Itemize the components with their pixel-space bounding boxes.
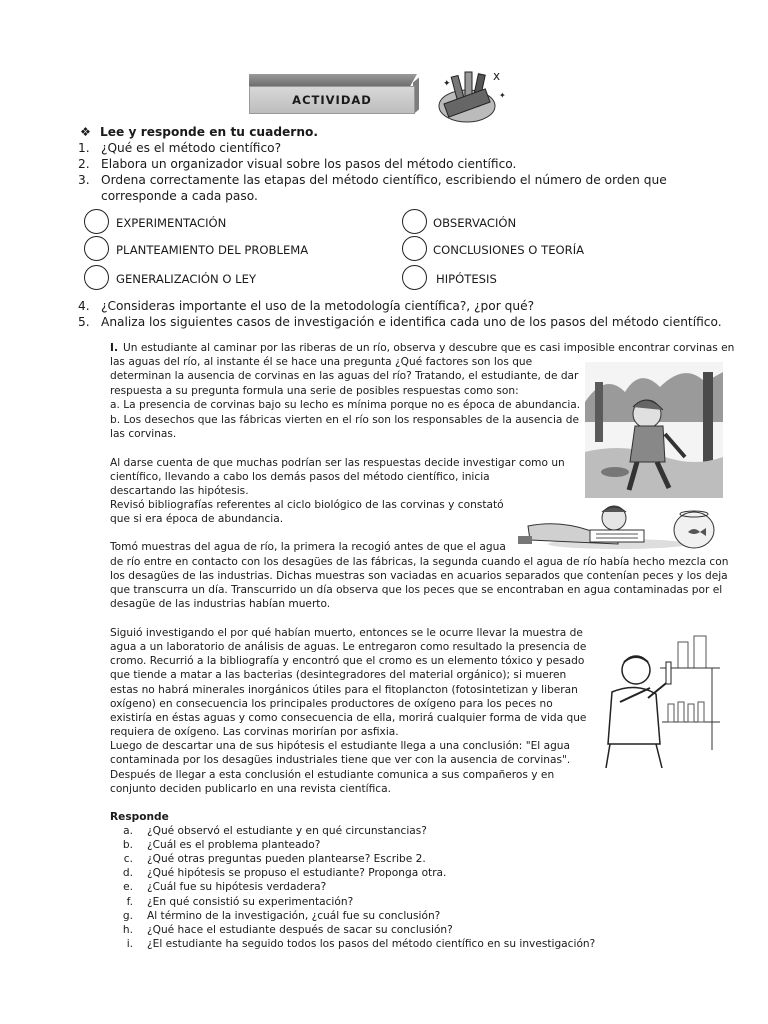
story-line: estas no habrá minerales inorgánicos útiles para el fitoplancton (fotosintetizan y liberan <box>110 684 578 696</box>
responde-title: Responde <box>110 811 169 823</box>
story-line: Un estudiante al caminar por las riberas de un río, observa y descubre que es casi imposible encontrar corvinas en <box>123 342 735 354</box>
story-line: contaminada por los desagües industriales tiene que ver con la ausencia de corvinas". <box>110 754 571 766</box>
question-2-text: Elabora un organizador visual sobre los pasos del método científico. <box>101 157 517 171</box>
option-label: OBSERVACIÓN <box>433 216 517 230</box>
pencils-clipart-icon <box>437 66 515 124</box>
story-line: a. La presencia de corvinas bajo su lecho es mínima porque no es época de abundancia. <box>110 399 581 411</box>
scientist-with-test-tube-illustration <box>590 632 722 770</box>
question-3-number: 3. <box>78 173 90 187</box>
svg-text:✦: ✦ <box>443 79 451 89</box>
responde-letter: h. <box>122 924 133 936</box>
responde-question: ¿Cuál fue su hipótesis verdadera? <box>147 881 327 893</box>
question-1-number: 1. <box>78 141 90 155</box>
option-label: EXPERIMENTACIÓN <box>116 216 227 230</box>
option-circle[interactable] <box>402 209 427 234</box>
responde-question: ¿Qué hace el estudiante después de sacar su conclusión? <box>147 924 453 936</box>
story-line: Siguió investigando el por qué habían muerto, entonces se le ocurre llevar la muestra de <box>110 627 583 639</box>
story-line: conjunto deciden publicarlo en una revista científica. <box>110 783 391 795</box>
story-line: existiría en éstas aguas y como consecuencia de ella, morirá cualquier forma de vida que <box>110 712 587 724</box>
option-label: CONCLUSIONES O TEORÍA <box>433 243 585 257</box>
responde-letter: f. <box>126 896 133 908</box>
story-line: de río entre en contacto con los desagües de las fábricas, la segunda cuando el agua de río había hecho mezcla con <box>110 556 729 568</box>
question-5-text: Analiza los siguientes casos de investigación e identifica cada uno de los pasos del método científico. <box>101 315 722 329</box>
story-line: determinan la ausencia de corvinas en las aguas del río? Tratando, el estudiante, de dar <box>110 370 579 382</box>
story-line: agua a un laboratorio de análisis de aguas. Le entregaron como resultado la presencia de <box>110 641 587 653</box>
activity-title: ACTIVIDAD <box>249 86 415 114</box>
story-line: oxígeno) en consecuencia los principales productores de oxígeno para los peces no <box>110 698 553 710</box>
option-label: GENERALIZACIÓN O LEY <box>116 272 257 286</box>
responde-letter: a. <box>123 825 133 837</box>
option-circle[interactable] <box>84 236 109 261</box>
story-line: que transcurra un día. Transcurrido un día observa que los peces que se encontraban en agua contaminadas por el <box>110 584 723 596</box>
question-3-text-cont: corresponde a cada paso. <box>101 189 258 203</box>
responde-letter: e. <box>123 881 133 893</box>
story-roman-numeral: I. <box>110 342 118 354</box>
question-3-text: Ordena correctamente las etapas del método científico, escribiendo el número de orden que <box>101 173 667 187</box>
responde-question: ¿Qué otras preguntas pueden plantearse? Escribe 2. <box>147 853 426 865</box>
question-4-number: 4. <box>78 299 90 313</box>
responde-letter: c. <box>123 853 133 865</box>
story-line: Tomó muestras del agua de río, la primera la recogió antes de que el agua <box>110 541 506 553</box>
responde-letter: d. <box>122 867 133 879</box>
option-circle[interactable] <box>402 265 427 290</box>
question-1-text: ¿Qué es el método científico? <box>101 141 282 155</box>
story-line: científico, llevando a cabo los demás pasos del método científico, inicia <box>110 471 490 483</box>
story-line: las aguas del río, al instante él se hace una pregunta ¿Qué factores son los que <box>110 356 533 368</box>
instruction-bullet: ❖ <box>80 125 91 139</box>
story-line: cromo. Recurrió a la bibliografía y encontró que el cromo es un elemento tóxico y pesado <box>110 655 585 667</box>
option-label: HIPÓTESIS <box>436 272 497 286</box>
svg-text:✦: ✦ <box>499 91 506 100</box>
responde-question: ¿En qué consistió su experimentación? <box>147 896 354 908</box>
story-line: Revisó bibliografías referentes al ciclo biológico de las corvinas y constató <box>110 499 504 511</box>
story-line: Después de llegar a esta conclusión el estudiante comunica a sus compañeros y en <box>110 769 555 781</box>
instruction-text: Lee y responde en tu cuaderno. <box>100 125 319 139</box>
boy-at-river-illustration <box>585 362 723 498</box>
header-top-bevel <box>249 74 417 86</box>
story-line: b. Los desechos que las fábricas vierten en el río son los responsables de la ausencia de <box>110 414 580 426</box>
story-line: Luego de descartar una de sus hipótesis el estudiante llega a una conclusión: "El agua <box>110 740 571 752</box>
story-line: desagüe de las industrias habían muerto. <box>110 598 331 610</box>
option-circle[interactable] <box>402 236 427 261</box>
responde-letter: g. <box>122 910 133 922</box>
responde-question: ¿El estudiante ha seguido todos los pasos del método científico en su investigación? <box>147 938 596 950</box>
story-line: las corvinas. <box>110 428 177 440</box>
responde-letter: b. <box>122 839 133 851</box>
question-4-text: ¿Consideras importante el uso de la metodología científica?, ¿por qué? <box>101 299 535 313</box>
responde-question: Al término de la investigación, ¿cuál fue su conclusión? <box>147 910 441 922</box>
story-line: Al darse cuenta de que muchas podrían ser las respuestas decide investigar como un <box>110 457 565 469</box>
question-5-number: 5. <box>78 315 90 329</box>
story-line: que si era época de abundancia. <box>110 513 284 525</box>
option-circle[interactable] <box>84 209 109 234</box>
option-circle[interactable] <box>84 265 109 290</box>
activity-header <box>249 74 417 112</box>
question-2-number: 2. <box>78 157 90 171</box>
story-line: descartando las hipótesis. <box>110 485 249 497</box>
svg-text:x: x <box>493 69 501 83</box>
story-line: requiera de oxígeno. Las corvinas morirían por asfixia. <box>110 726 399 738</box>
option-label: PLANTEAMIENTO DEL PROBLEMA <box>116 243 309 257</box>
story-line: que tiende a matar a las bacterias (desintegradores del material orgánico); si mueren <box>110 669 567 681</box>
responde-question: ¿Cuál es el problema planteado? <box>147 839 321 851</box>
story-line: respuesta a su pregunta formula una serie de posibles respuestas como son: <box>110 385 519 397</box>
boy-with-fishbowl-illustration <box>518 500 720 552</box>
story-line: los desagües de las industrias. Dichas muestras son vaciadas en acuarios separados que contenían peces y los deja <box>110 570 728 582</box>
responde-letter: i. <box>126 938 133 950</box>
responde-question: ¿Qué hipótesis se propuso el estudiante? Proponga otra. <box>147 867 447 879</box>
responde-question: ¿Qué observó el estudiante y en qué circunstancias? <box>147 825 427 837</box>
